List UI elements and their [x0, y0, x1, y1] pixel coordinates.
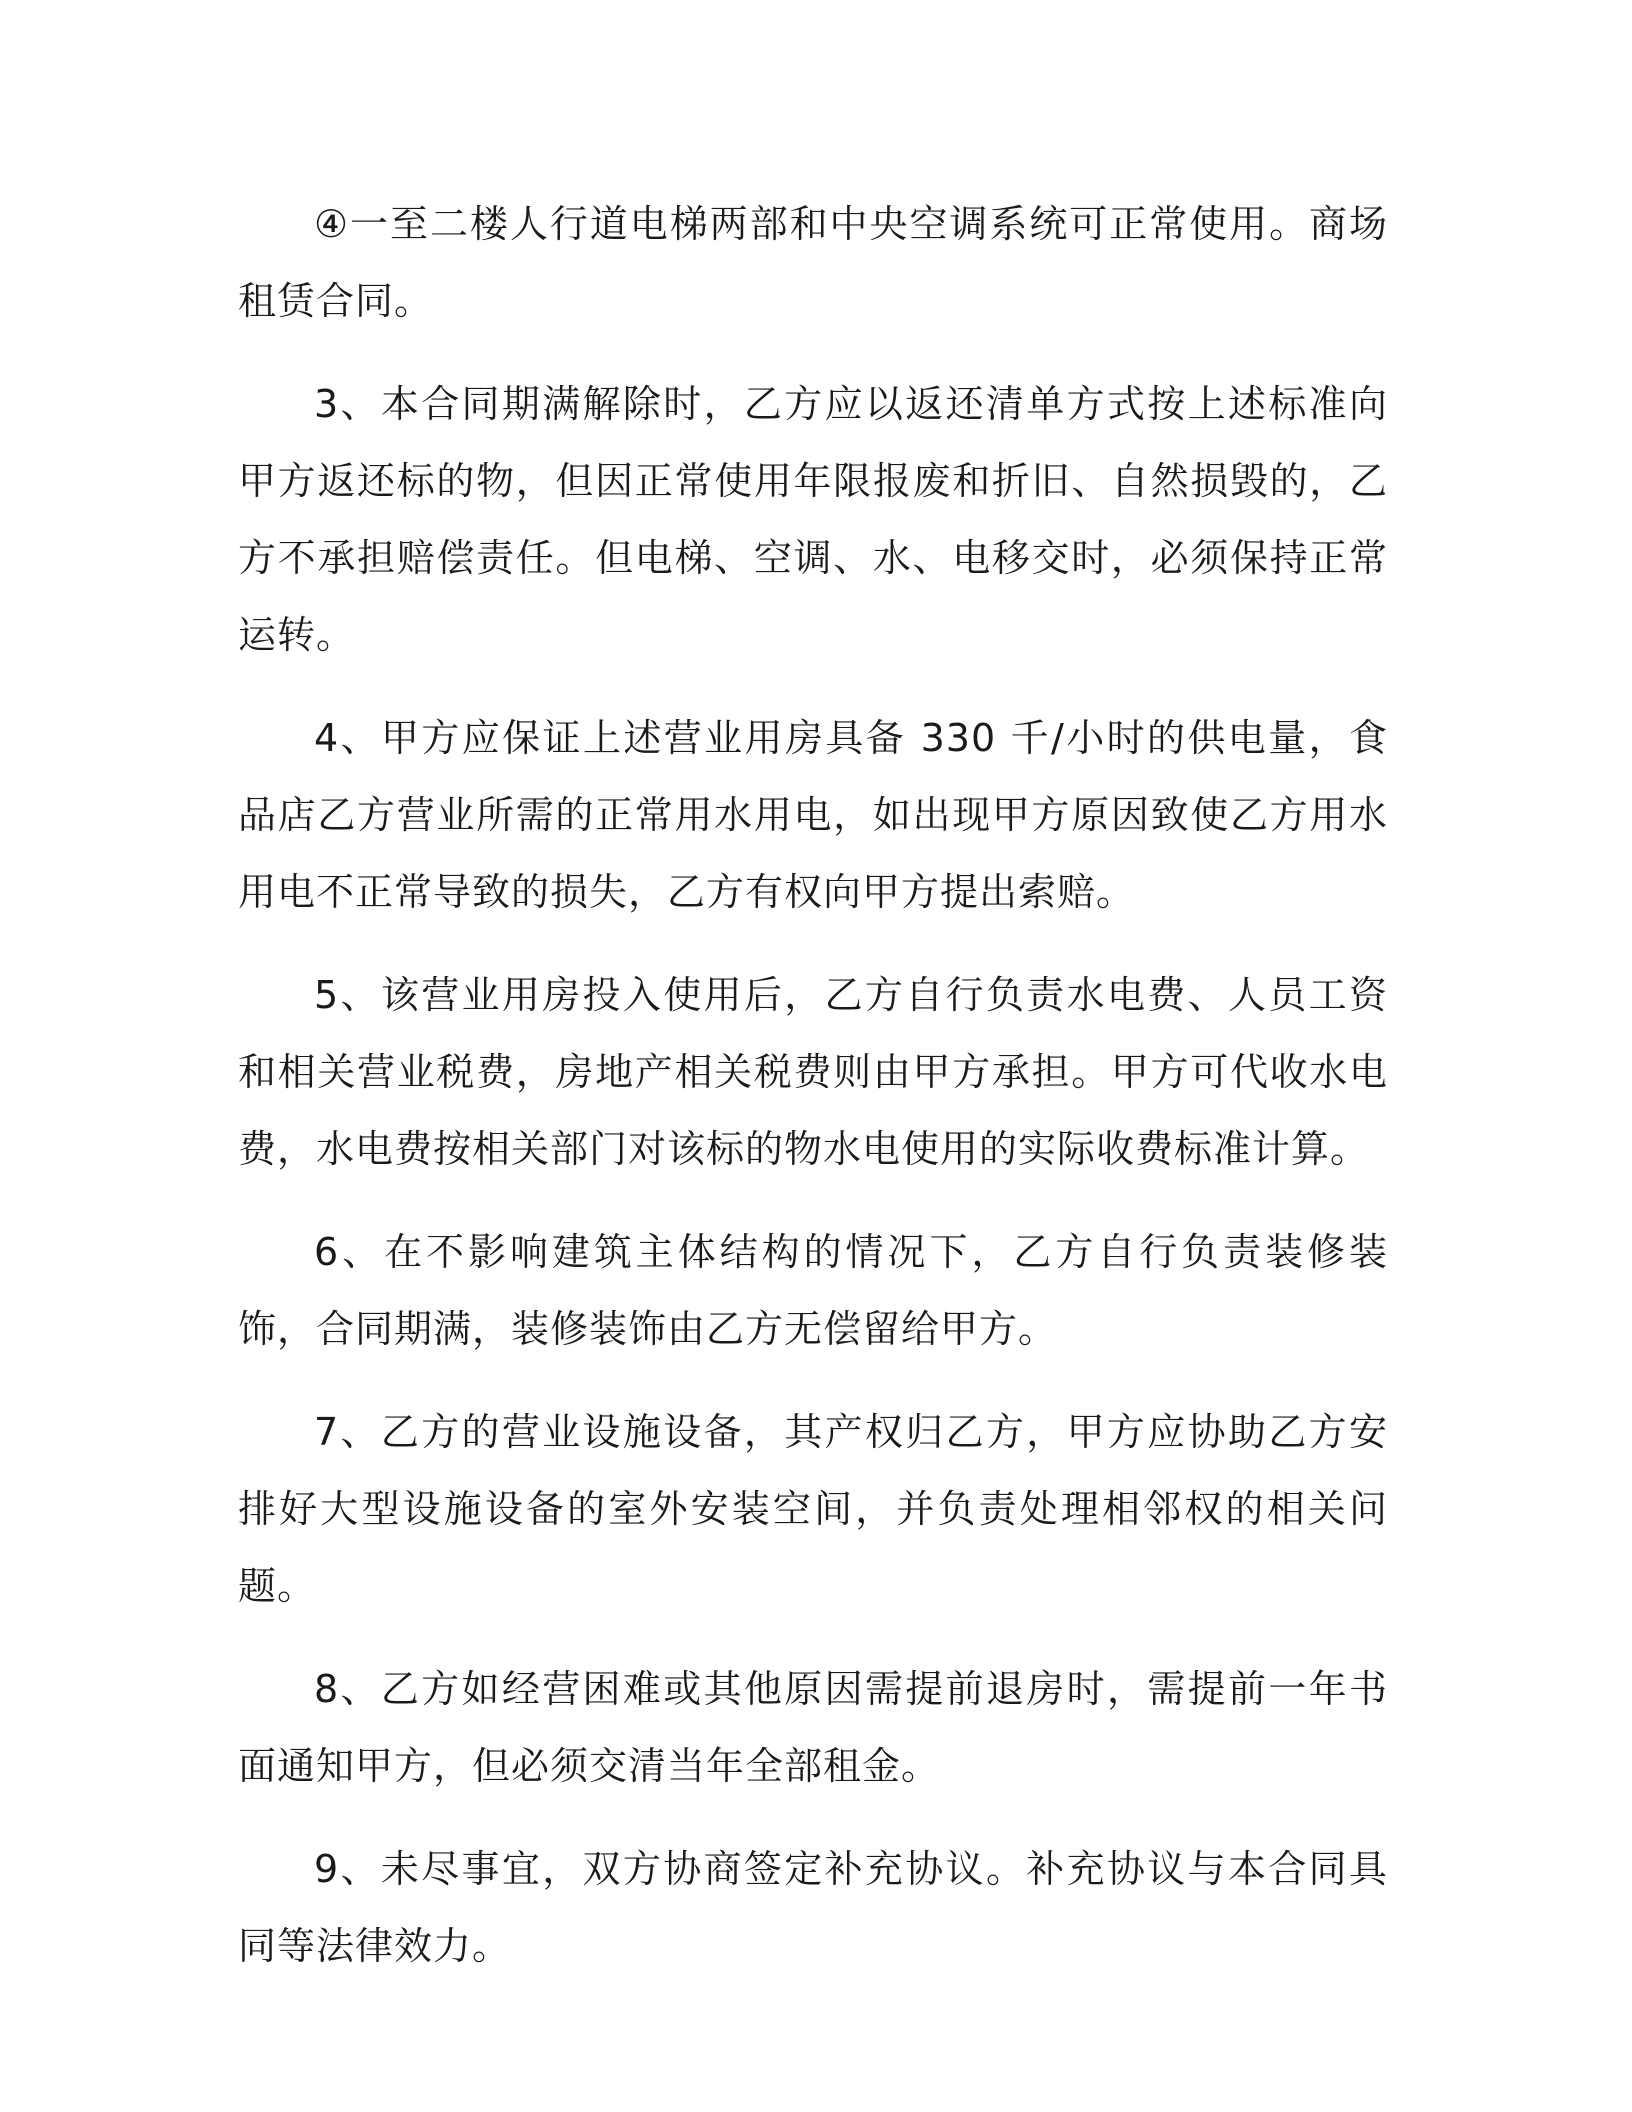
paragraph-clause-3: 3、本合同期满解除时，乙方应以返还清单方式按上述标准向甲方返还标的物，但因正常使用年限报废和折旧、自然损毁的，乙方不承担赔偿责任。但电梯、空调、水、电移交时，必须保持正常运转。: [238, 382, 1388, 657]
paragraph-clause-4: 4、甲方应保证上述营业用房具备 330 千/小时的供电量，食品店乙方营业所需的正常用水用电，如出现甲方原因致使乙方用水用电不正常导致的损失，乙方有权向甲方提出索赔。: [238, 716, 1388, 914]
document-body: [238, 186, 1388, 2011]
paragraph-clause-5: 5、该营业用房投入使用后，乙方自行负责水电费、人员工资和相关营业税费，房地产相关税费则由甲方承担。甲方可代收水电费，水电费按相关部门对该标的物水电使用的实际收费标准计算。: [238, 973, 1388, 1171]
paragraph-clause-8: 8、乙方如经营困难或其他原因需提前退房时，需提前一年书面通知甲方，但必须交清当年全部租金。: [238, 1667, 1388, 1788]
paragraph-clause-4-elevator-ac: ④一至二楼人行道电梯两部和中央空调系统可正常使用。商场租赁合同。: [238, 202, 1388, 323]
paragraph-clause-7: 7、乙方的营业设施设备，其产权归乙方，甲方应协助乙方安排好大型设施设备的室外安装空间，并负责处理相邻权的相关问题。: [238, 1410, 1388, 1608]
paragraph-clause-9: 9、未尽事宜，双方协商签定补充协议。补充协议与本合同具同等法律效力。: [238, 1847, 1388, 1968]
paragraph-clause-6: 6、在不影响建筑主体结构的情况下，乙方自行负责装修装饰，合同期满，装修装饰由乙方无偿留给甲方。: [238, 1230, 1388, 1351]
